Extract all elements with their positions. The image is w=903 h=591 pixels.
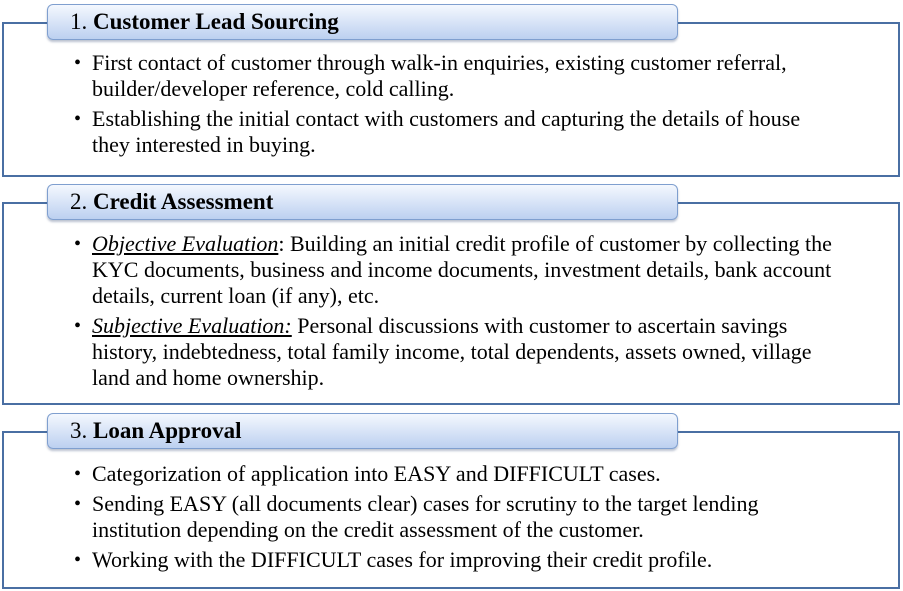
section-2-bullet-2 [4, 313, 898, 391]
section-3-box [2, 431, 900, 589]
section-3-title: Loan Approval [93, 418, 242, 443]
objective-evaluation-separator: : [278, 231, 285, 256]
section-1-title: Customer Lead Sourcing [93, 9, 339, 34]
section-1-bullet-1: • First contact of customer through walk-in enquiries, existing customer referral, builder/developer reference, cold calling. [4, 50, 898, 102]
section-3-header [47, 413, 678, 449]
section-1-bullet-2: • Establishing the initial contact with customers and capturing the details of house they interested in buying. [4, 106, 898, 158]
objective-evaluation-text: Building an initial credit profile of customer by collecting the KYC documents, business and income documents, investment details, bank account details, current loan (if any), etc. [92, 231, 832, 308]
section-2-header [47, 184, 678, 220]
subjective-evaluation-term: Subjective Evaluation: [92, 313, 292, 338]
section-3-number: 3. [70, 418, 88, 443]
section-2-title: Credit Assessment [93, 189, 274, 214]
section-1-bullets [4, 50, 898, 158]
section-1-header [47, 4, 678, 40]
section-3-bullet-2: • Sending EASY (all documents clear) cases for scrutiny to the target lending institution depending on the credit assessment of the customer. [4, 491, 898, 543]
section-2-box [2, 202, 900, 405]
section-2-bullet-1 [4, 231, 898, 309]
section-2-bullets [4, 231, 898, 391]
objective-evaluation-term: Objective Evaluation [92, 231, 279, 256]
section-2-number: 2. [70, 189, 88, 214]
section-3-bullet-1: • Categorization of application into EASY and DIFFICULT cases. [4, 461, 898, 487]
section-3-bullets [4, 461, 898, 573]
section-1-box [2, 22, 900, 177]
section-1-number: 1. [70, 9, 88, 34]
section-3-bullet-3: • Working with the DIFFICULT cases for improving their credit profile. [4, 547, 898, 573]
subjective-evaluation-text: Personal discussions with customer to ascertain savings history, indebtedness, total family income, total dependents, assets owned, village land and home ownership. [92, 313, 812, 390]
